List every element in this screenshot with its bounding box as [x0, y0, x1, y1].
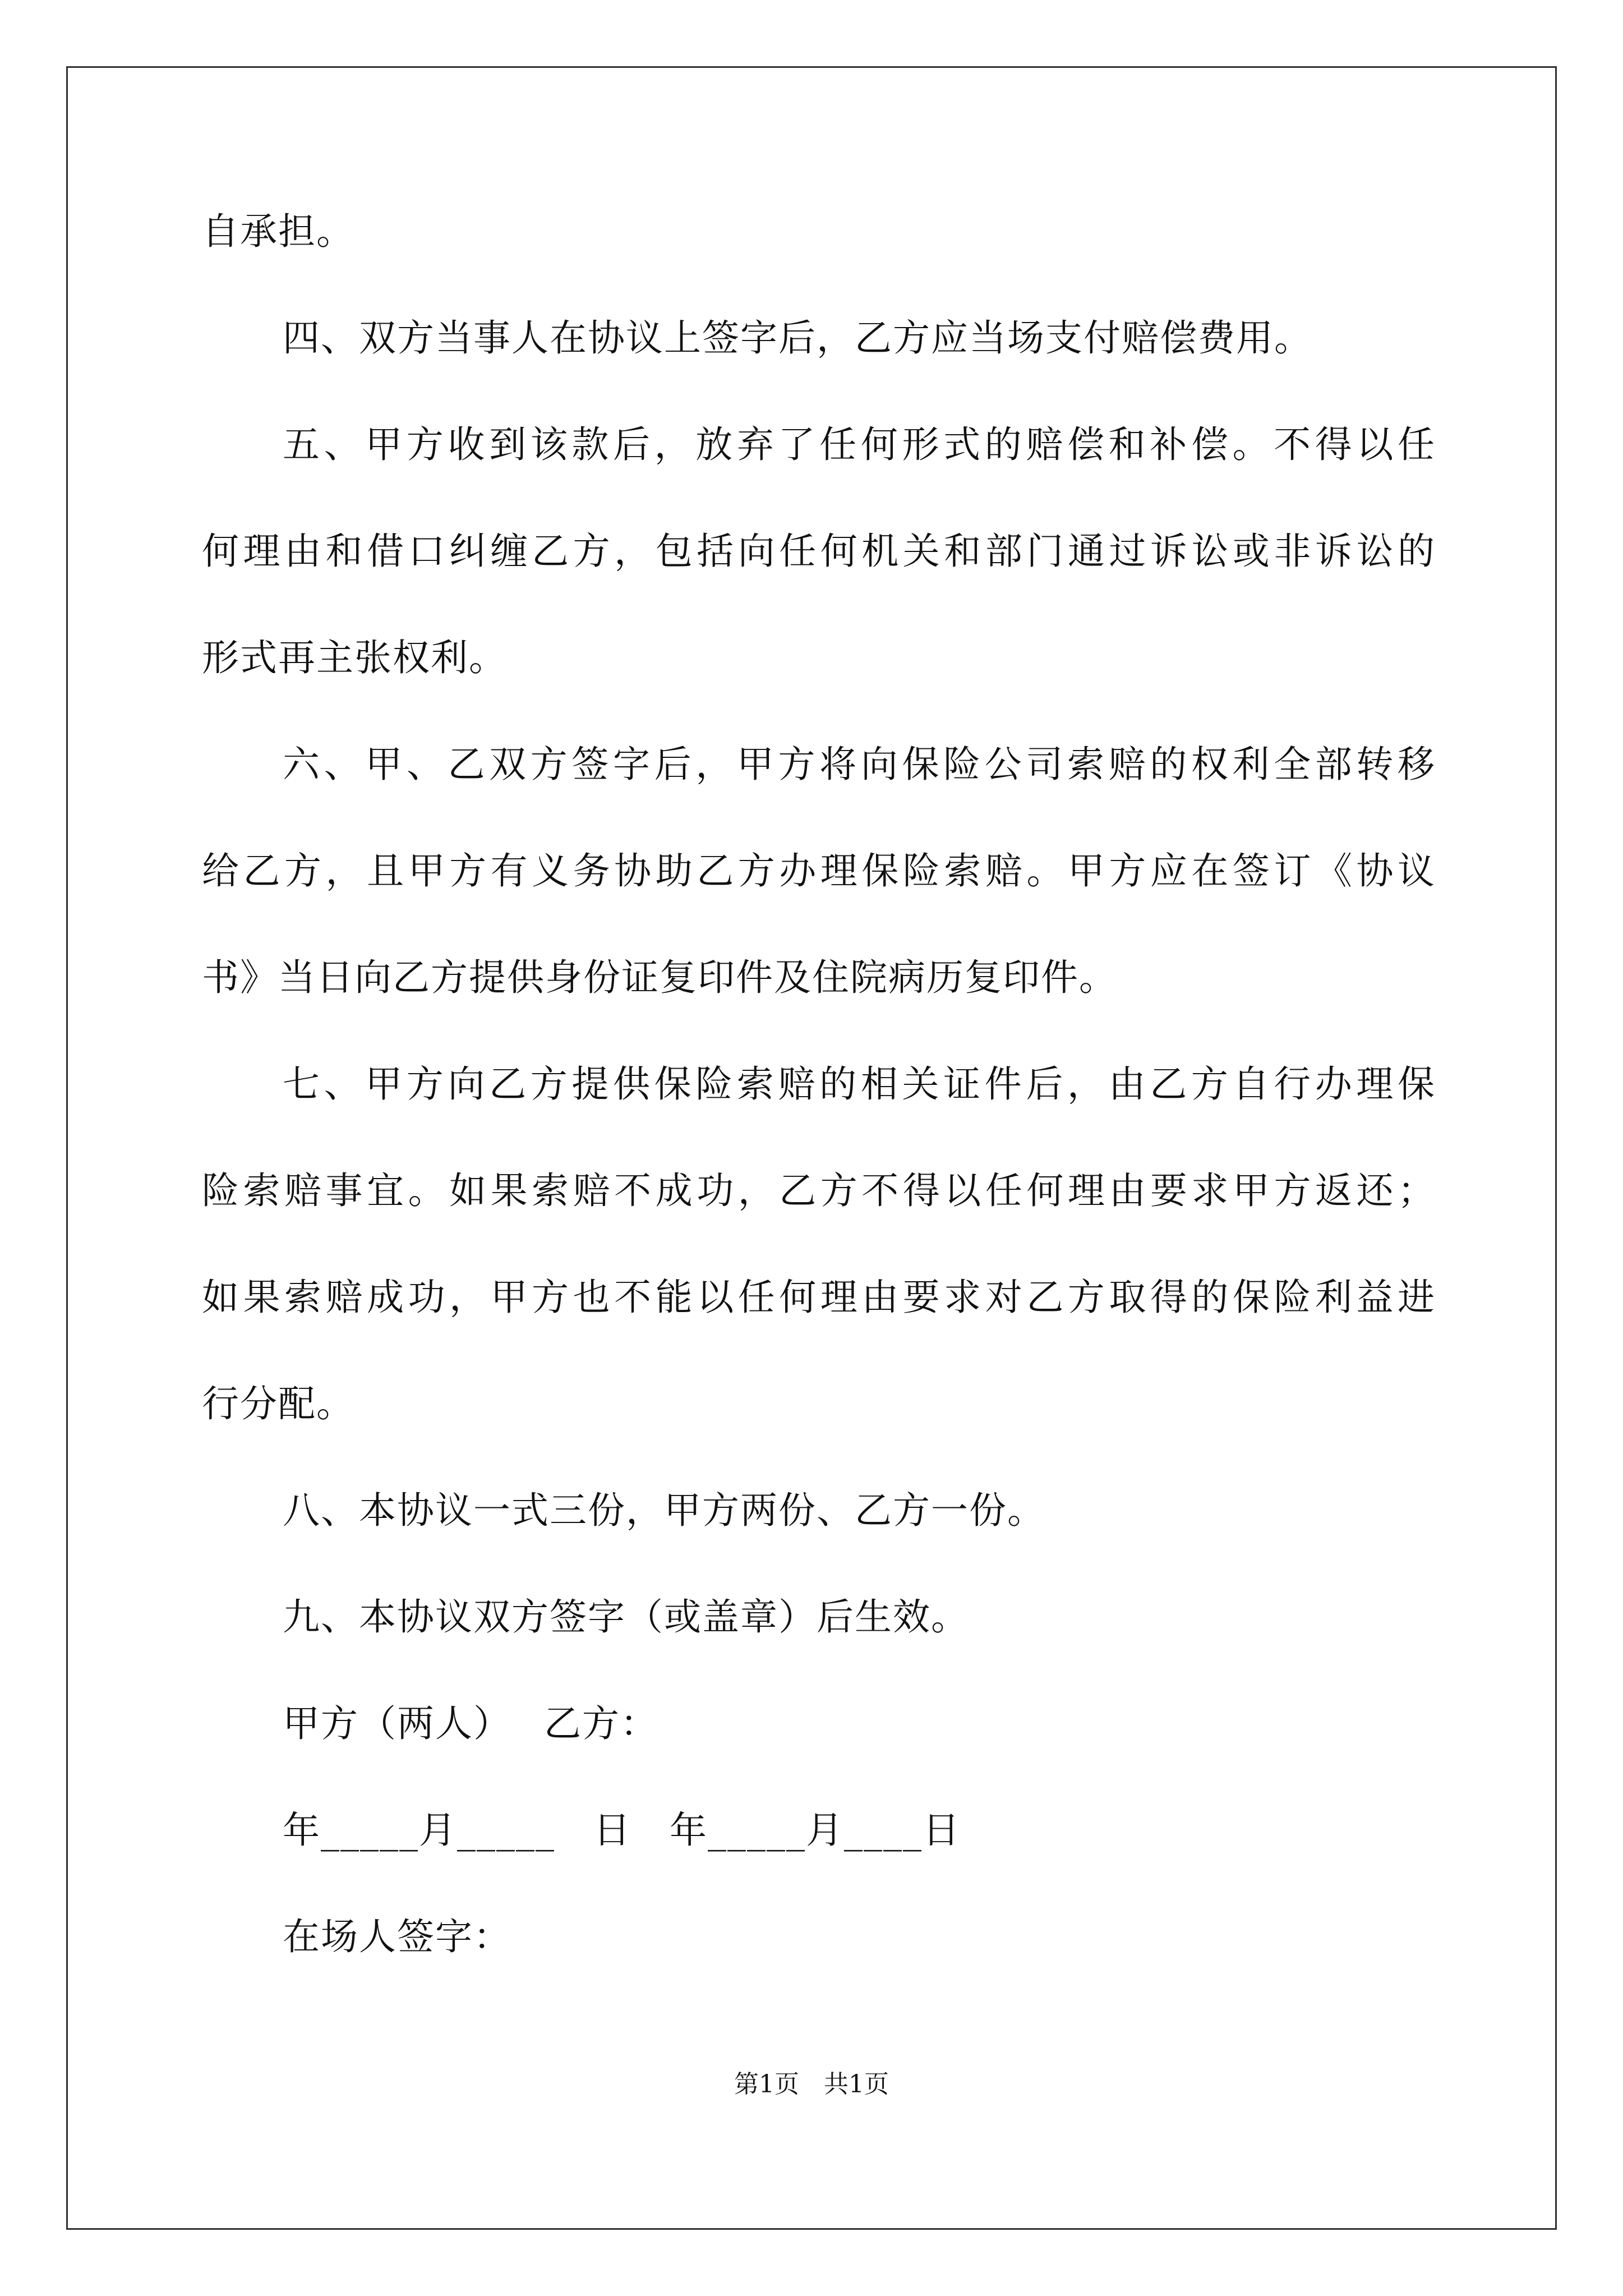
text-line: 八、本协议一式三份，甲方两份、乙方一份。	[283, 1489, 1045, 1532]
page-number-footer: 第1页 共1页	[734, 2070, 889, 2099]
text-line: 行分配。	[202, 1382, 354, 1425]
text-line: 六、甲、乙双方签字后，甲方将向保险公司索赔的权利全部转移	[283, 743, 1436, 786]
text-line: 七、甲方向乙方提供保险索赔的相关证件后，由乙方自行办理保	[283, 1062, 1436, 1106]
text-line: 给乙方，且甲方有义务协助乙方办理保险索赔。甲方应在签订《协议	[202, 849, 1436, 892]
document-body	[202, 210, 1436, 2025]
text-line: 形式再主张权利。	[202, 636, 507, 679]
text-line: 九、本协议双方签字（或盖章）后生效。	[283, 1595, 969, 1639]
signature-date-line: 年_____月_____ 日 年_____月____日	[283, 1809, 961, 1852]
text-line: 何理由和借口纠缠乙方，包括向任何机关和部门通过诉讼或非诉讼的	[202, 530, 1436, 573]
text-line: 四、双方当事人在协议上签字后，乙方应当场支付赔偿费用。	[283, 316, 1312, 360]
text-line: 险索赔事宜。如果索赔不成功，乙方不得以任何理由要求甲方返还；	[202, 1169, 1436, 1212]
text-line: 如果索赔成功，甲方也不能以任何理由要求对乙方取得的保险利益进	[202, 1276, 1436, 1319]
text-line: 五、甲方收到该款后，放弃了任何形式的赔偿和补偿。不得以任	[283, 423, 1436, 466]
text-line: 自承担。	[202, 210, 354, 253]
witness-signature-line: 在场人签字：	[283, 1915, 511, 1958]
signature-parties-line: 甲方（两人） 乙方：	[283, 1702, 658, 1745]
text-line: 书》当日向乙方提供身份证复印件及住院病历复印件。	[202, 956, 1117, 999]
